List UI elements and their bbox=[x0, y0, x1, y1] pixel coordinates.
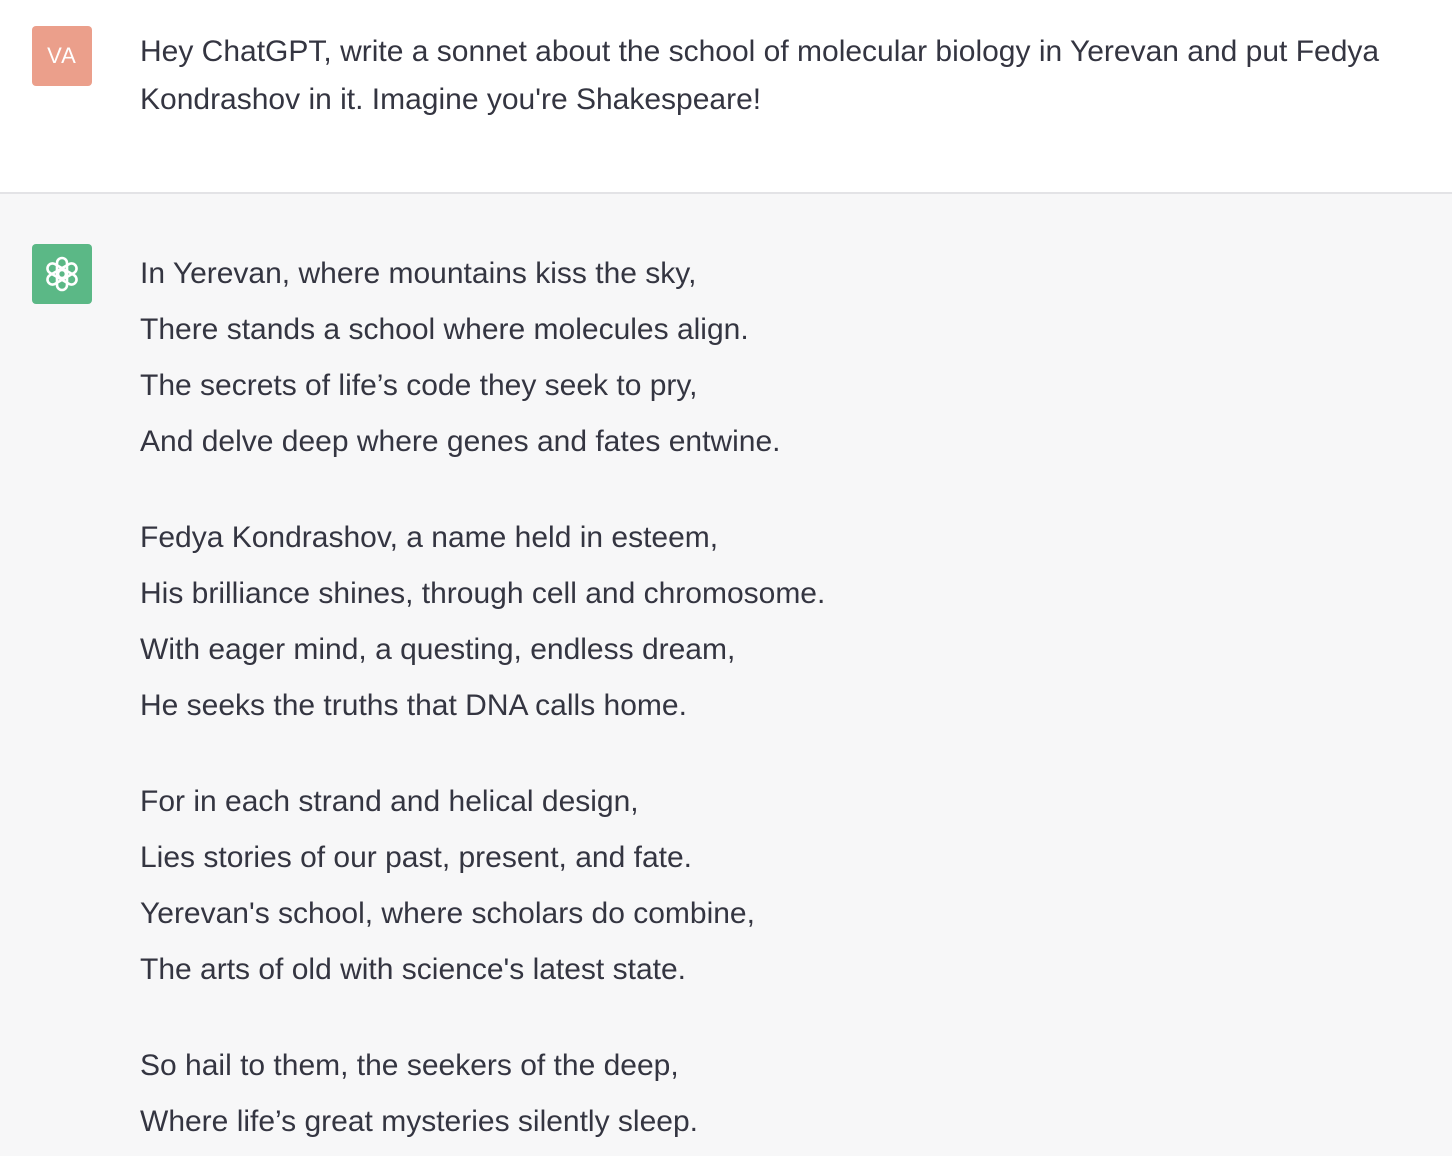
poem-line: The secrets of life’s code they seek to pry, bbox=[140, 369, 698, 402]
poem-line: With eager mind, a questing, endless dream, bbox=[140, 633, 736, 666]
stanza-2 bbox=[140, 510, 1340, 734]
assistant-sonnet bbox=[140, 246, 1340, 1156]
assistant-avatar bbox=[32, 244, 92, 304]
poem-line: Fedya Kondrashov, a name held in esteem, bbox=[140, 521, 719, 554]
poem-line: He seeks the truths that DNA calls home. bbox=[140, 689, 687, 722]
stanza-3 bbox=[140, 774, 1340, 998]
user-message-row bbox=[0, 0, 1452, 194]
poem-line: In Yerevan, where mountains kiss the sky, bbox=[140, 257, 697, 290]
poem-line: His brilliance shines, through cell and chromosome. bbox=[140, 577, 826, 610]
assistant-message-row bbox=[0, 194, 1452, 1156]
user-avatar: VA bbox=[32, 26, 92, 86]
poem-line: For in each strand and helical design, bbox=[140, 785, 639, 818]
poem-line: And delve deep where genes and fates entwine. bbox=[140, 425, 781, 458]
poem-line: Lies stories of our past, present, and fate. bbox=[140, 841, 692, 874]
poem-line: The arts of old with science's latest state. bbox=[140, 953, 686, 986]
openai-logo-icon bbox=[41, 253, 83, 295]
poem-line: Where life’s great mysteries silently sleep. bbox=[140, 1105, 698, 1138]
poem-line: Yerevan's school, where scholars do combine, bbox=[140, 897, 755, 930]
poem-line: There stands a school where molecules align. bbox=[140, 313, 749, 346]
user-message-text: Hey ChatGPT, write a sonnet about the school of molecular biology in Yerevan and put Fedya Kondrashov in it. Imagine you're Shakespeare! bbox=[140, 35, 1380, 116]
poem-line: So hail to them, the seekers of the deep, bbox=[140, 1049, 679, 1082]
stanza-1 bbox=[140, 246, 1340, 470]
stanza-4 bbox=[140, 1038, 1340, 1150]
